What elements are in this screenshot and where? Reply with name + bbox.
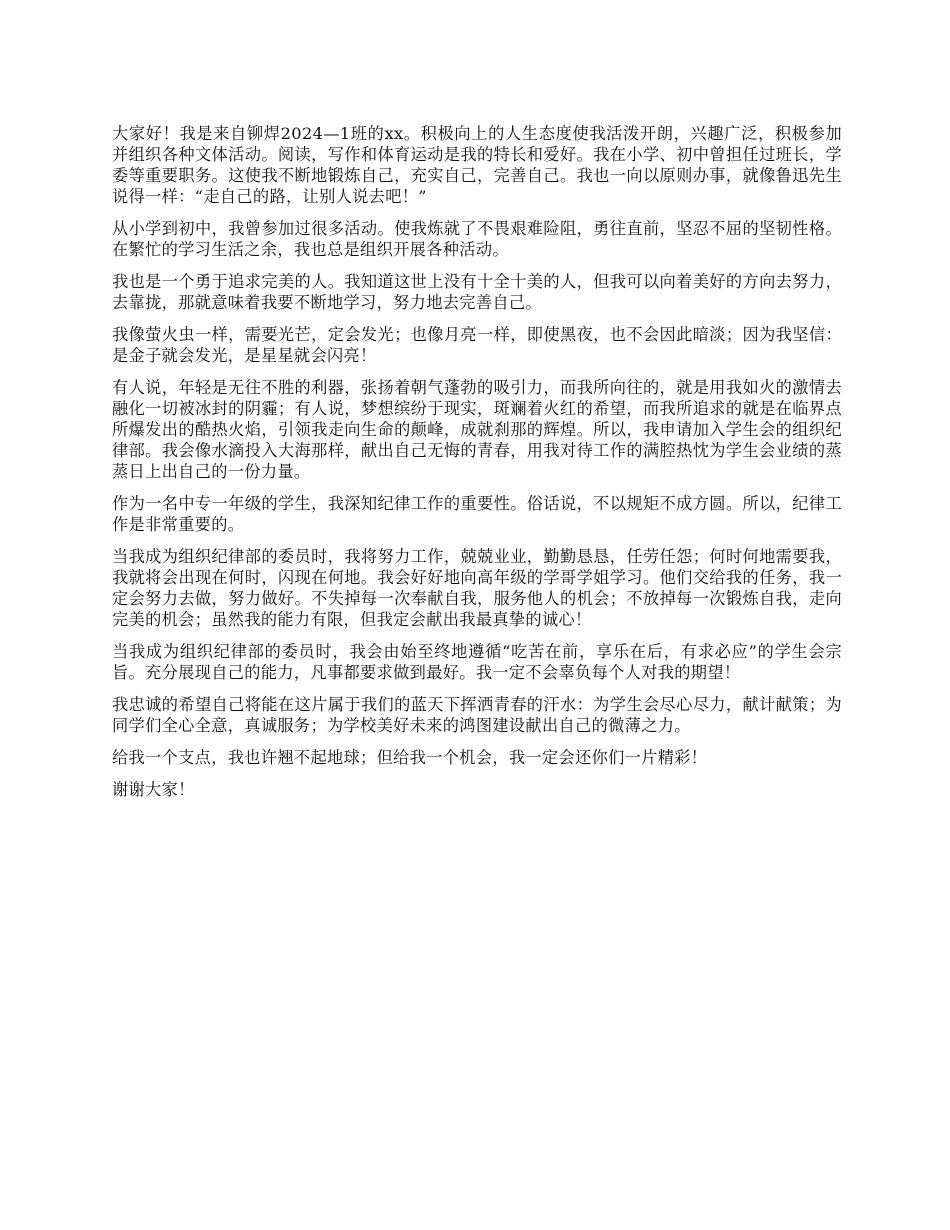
- paragraph-youth: 有人说，年轻是无往不胜的利器，张扬着朝气蓬勃的吸引力，而我所向往的，就是用我如火的激情去融化一切被冰封的阴霾；有人说，梦想缤纷于现实，斑斓着火红的希望，而我所追求的就是在临界点所爆发出的酷热火焰，引领我走向生命的颠峰，成就刹那的辉煌。所以，我申请加入学生会的组织纪律部。我会像水滴投入大海那样，献出自己无悔的青春，用我对待工作的满腔热忱为学生会业绩的蒸蒸日上出自己的一份力量。: [112, 378, 842, 481]
- paragraph-fulcrum: 给我一个支点，我也许翘不起地球；但给我一个机会，我一定会还你们一片精彩！: [112, 748, 708, 767]
- paragraph-principle: 当我成为组织纪律部的委员时，我会由始至终地遵循“吃苦在前，享乐在后，有求必应”的学生会宗旨。充分展现自己的能力，凡事都要求做到最好。我一定不会辜负每个人对我的期望！: [112, 642, 842, 682]
- paragraph-perfection: 我也是一个勇于追求完美的人。我知道这世上没有十全十美的人，但我可以向着美好的方向去努力，去靠拢，那就意味着我要不断地学习，努力地去完善自己。: [112, 272, 842, 312]
- paragraph-hope: 我忠诚的希望自己将能在这片属于我们的蓝天下挥洒青春的汗水：为学生会尽心尽力，献计献策；为同学们全心全意，真诚服务；为学校美好未来的鸿图建设献出自己的微薄之力。: [112, 695, 842, 735]
- document-body: [112, 123, 842, 811]
- paragraph-introduction: 大家好！我是来自铆焊2024—1班的xx。积极向上的人生态度使我活泼开朗，兴趣广泛，积极参加并组织各种文体活动。阅读，写作和体育运动是我的特长和爱好。我在小学、初中曾担任过班长，学委等重要职务。这使我不断地锻炼自己，充实自己，完善自己。我也一向以原则办事，就像鲁迅先生说得一样：“走自己的路，让别人说去吧！”: [112, 124, 842, 206]
- paragraph-thanks: 谢谢大家！: [112, 780, 195, 799]
- paragraph-commitment: 当我成为组织纪律部的委员时，我将努力工作，兢兢业业，勤勤恳恳，任劳任怨；何时何地需要我，我就将会出现在何时，闪现在何地。我会好好地向高年级的学哥学姐学习。他们交给我的任务，我一定会努力去做，努力做好。不失掉每一次奉献自我，服务他人的机会；不放掉每一次锻炼自我，走向完美的机会；虽然我的能力有限，但我定会献出我最真挚的诚心！: [112, 547, 842, 629]
- paragraph-discipline: 作为一名中专一年级的学生，我深知纪律工作的重要性。俗话说，不以规矩不成方圆。所以，纪律工作是非常重要的。: [112, 494, 842, 534]
- paragraph-firefly: 我像萤火虫一样，需要光芒，定会发光；也像月亮一样，即使黑夜，也不会因此暗淡；因为我坚信：是金子就会发光，是星星就会闪亮！: [112, 325, 842, 365]
- paragraph-activities: 从小学到初中，我曾参加过很多活动。使我炼就了不畏艰难险阻，勇往直前，坚忍不屈的坚韧性格。在繁忙的学习生活之余，我也总是组织开展各种活动。: [112, 219, 842, 259]
